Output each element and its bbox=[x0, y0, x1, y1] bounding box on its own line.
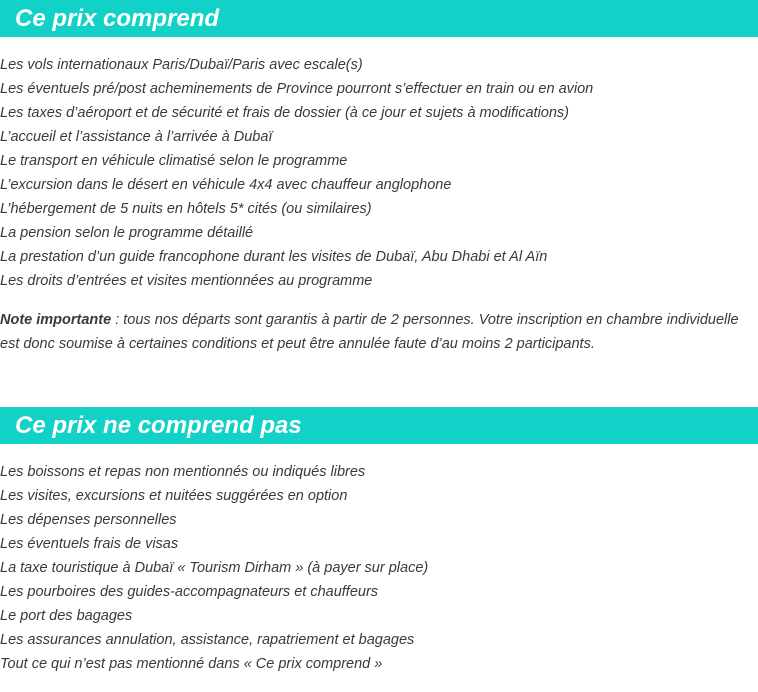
list-item: Les assurances annulation, assistance, rapatriement et bagages bbox=[0, 632, 415, 648]
list-item: Le transport en véhicule climatisé selon le programme bbox=[0, 153, 348, 169]
list-item: L’accueil et l’assistance à l’arrivée à Dubaï bbox=[0, 129, 273, 145]
list-item: Les éventuels pré/post acheminements de Province pourront s’effectuer en train ou en avion bbox=[0, 81, 594, 97]
excluded-section-header bbox=[0, 407, 758, 444]
note-text: : tous nos départs sont garantis à partir de 2 personnes. Votre inscription en chambre individuelle est donc soumise à certaines conditions et peut être annulée faute d’au moins 2 participants. bbox=[0, 312, 739, 352]
list-item: Les pourboires des guides-accompagnateurs et chauffeurs bbox=[0, 584, 379, 600]
list-item: Les taxes d’aéroport et de sécurité et frais de dossier (à ce jour et sujets à modifications) bbox=[0, 105, 570, 121]
included-section-title: Ce prix comprend bbox=[15, 5, 220, 32]
included-section-header bbox=[0, 0, 758, 37]
important-note bbox=[0, 308, 750, 356]
list-item: L’hébergement de 5 nuits en hôtels 5* cités (ou similaires) bbox=[0, 201, 372, 217]
list-item: Les vols internationaux Paris/Dubaï/Paris avec escale(s) bbox=[0, 57, 363, 73]
list-item: L’excursion dans le désert en véhicule 4x4 avec chauffeur anglophone bbox=[0, 177, 452, 193]
note-label: Note importante bbox=[0, 312, 112, 328]
list-item: Les boissons et repas non mentionnés ou indiqués libres bbox=[0, 464, 366, 480]
list-item: Tout ce qui n’est pas mentionné dans « Ce prix comprend » bbox=[0, 656, 383, 672]
excluded-section-title: Ce prix ne comprend pas bbox=[15, 412, 302, 439]
list-item: La taxe touristique à Dubaï « Tourism Dirham » (à payer sur place) bbox=[0, 560, 429, 576]
list-item: Les dépenses personnelles bbox=[0, 512, 177, 528]
list-item: Le port des bagages bbox=[0, 608, 133, 624]
list-item: Les éventuels frais de visas bbox=[0, 536, 179, 552]
list-item: Les visites, excursions et nuitées suggérées en option bbox=[0, 488, 348, 504]
excluded-list bbox=[0, 460, 758, 676]
list-item: La pension selon le programme détaillé bbox=[0, 225, 254, 241]
list-item: Les droits d’entrées et visites mentionnées au programme bbox=[0, 273, 373, 289]
included-list bbox=[0, 53, 758, 293]
list-item: La prestation d’un guide francophone durant les visites de Dubaï, Abu Dhabi et Al Aïn bbox=[0, 249, 548, 265]
